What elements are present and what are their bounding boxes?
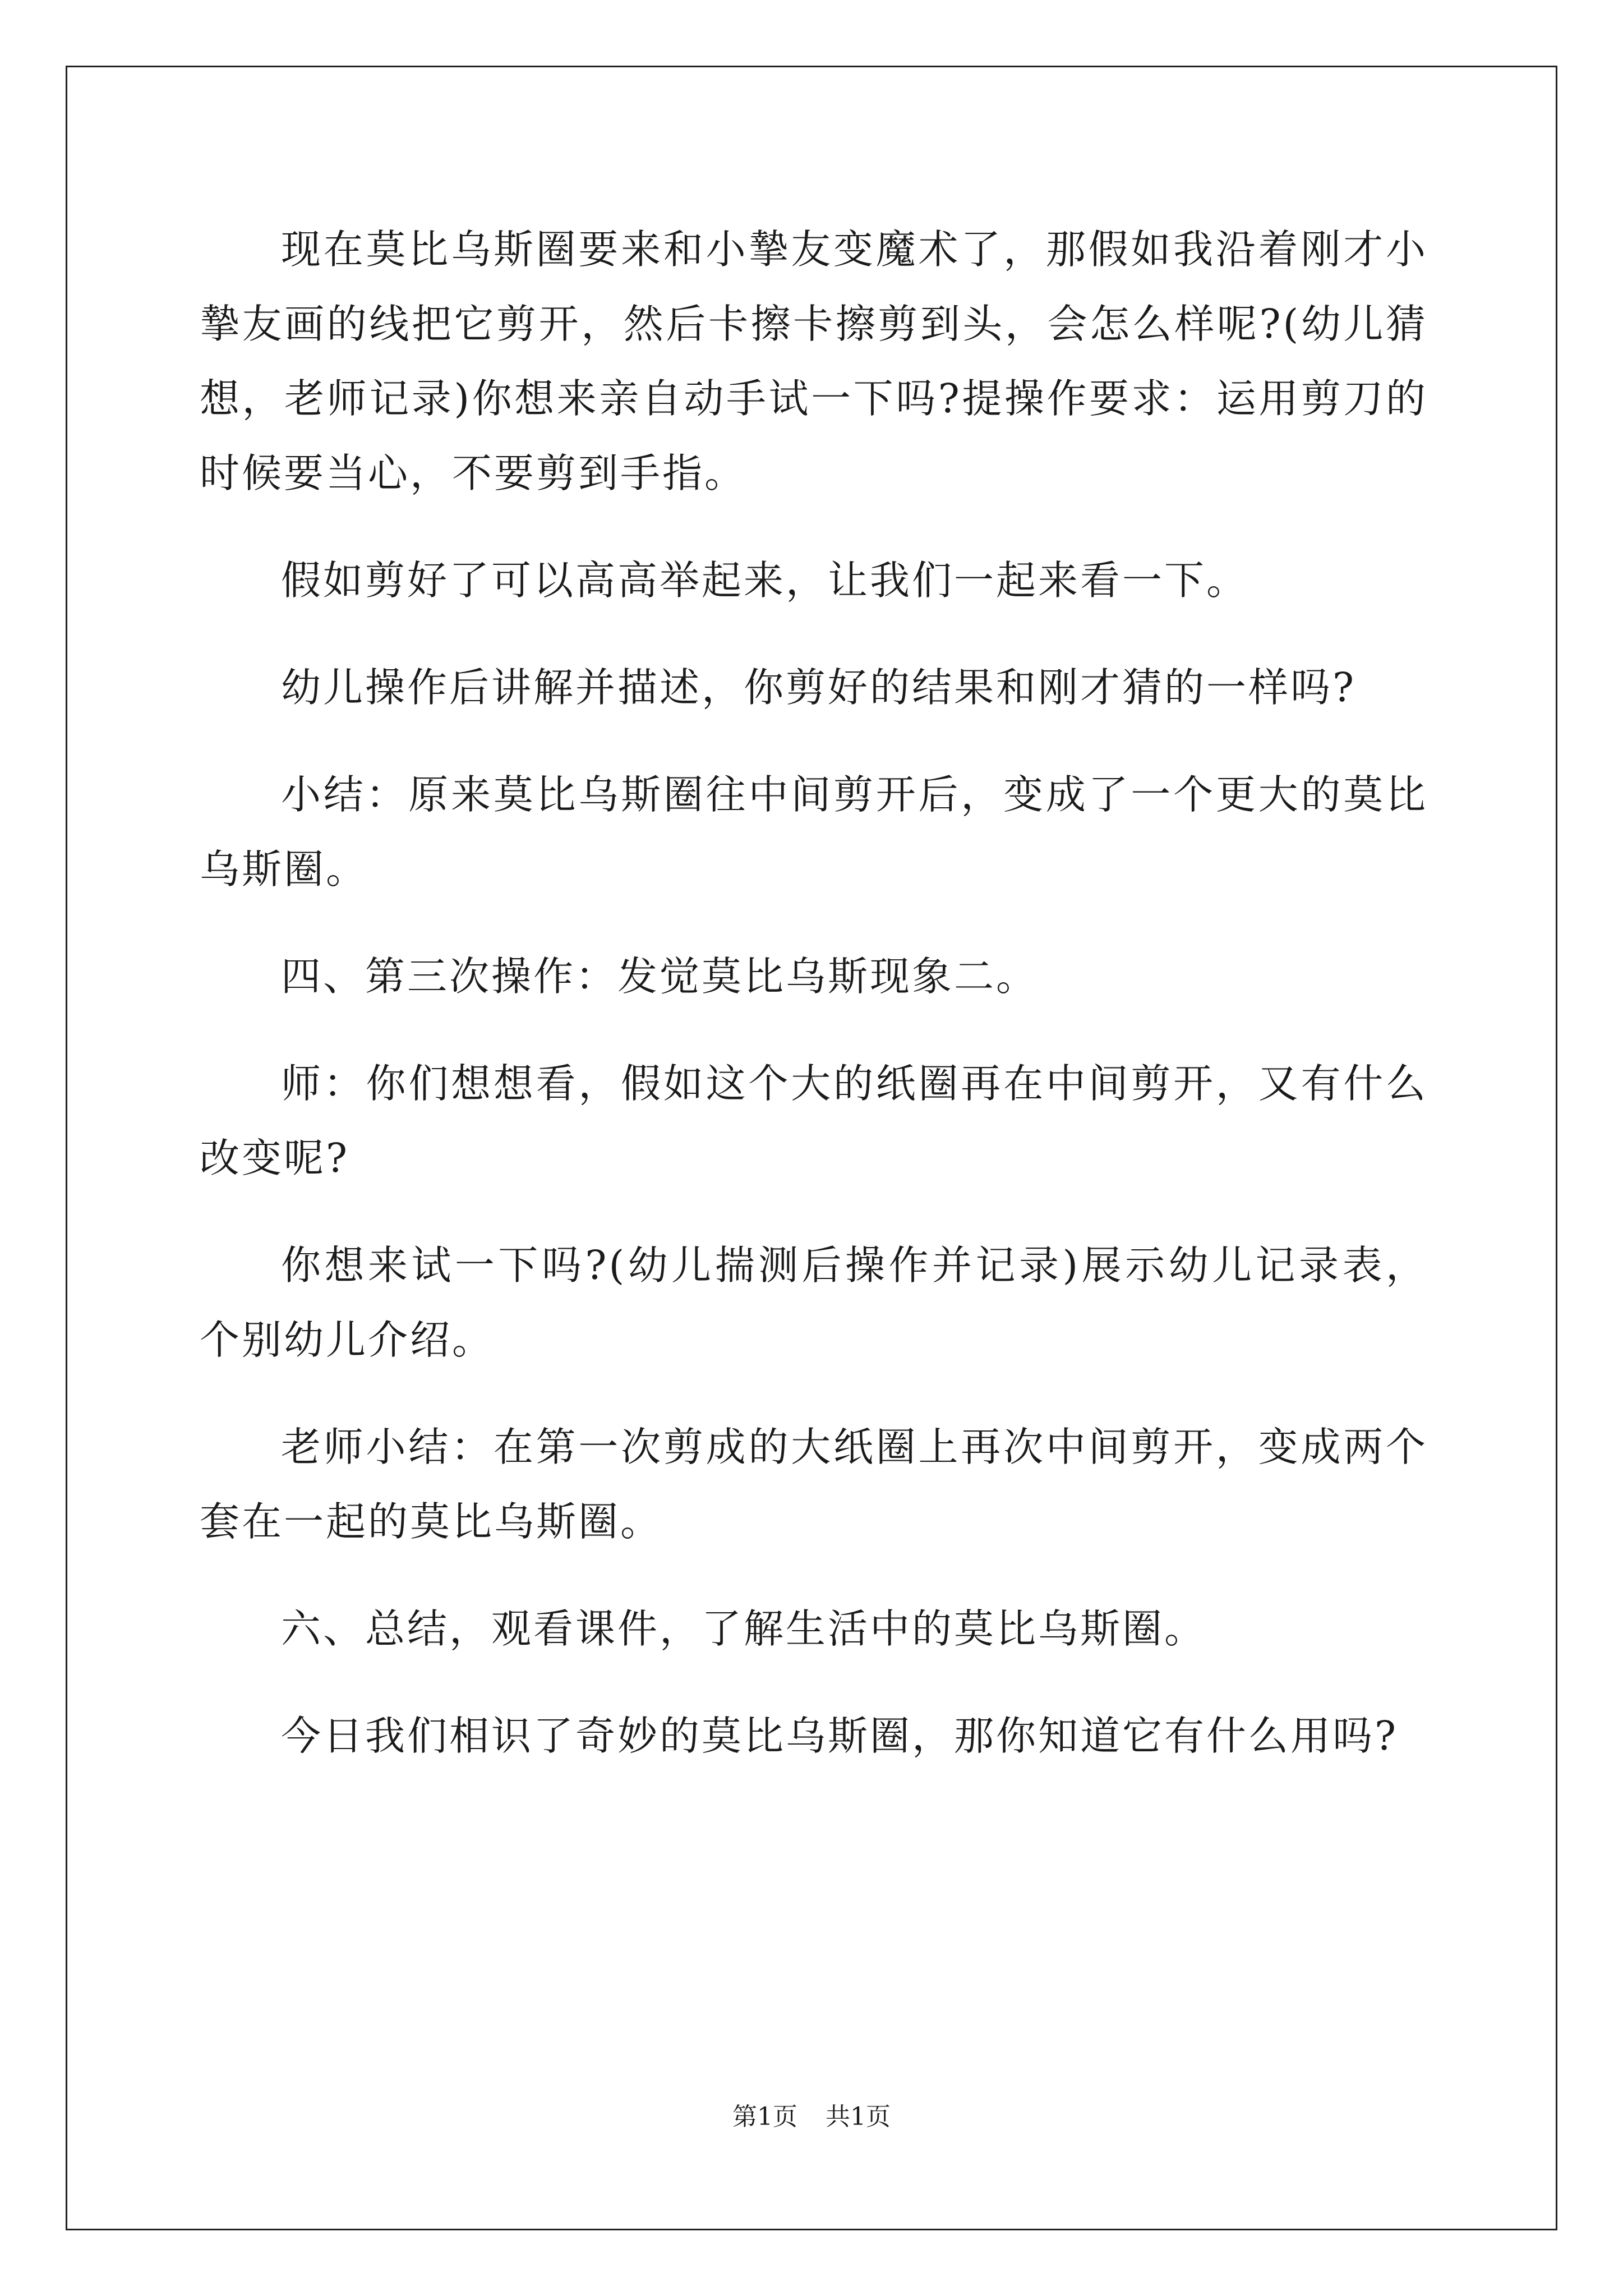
paragraph: 师：你们想想看，假如这个大的纸圈再在中间剪开，又有什么改变呢? [200, 1060, 1428, 1181]
paragraph: 老师小结：在第一次剪成的大纸圈上再次中间剪开，变成两个套在一起的莫比乌斯圈。 [200, 1424, 1428, 1545]
paragraph: 幼儿操作后讲解并描述，你剪好的结果和刚才猜的一样吗? [281, 664, 1357, 711]
page-number-current: 第1页 [732, 2102, 797, 2131]
paragraph: 四、第三次操作：发觉莫比乌斯现象二。 [281, 953, 1039, 1000]
paragraph: 小结：原来莫比乌斯圈往中间剪开后，变成了一个更大的莫比乌斯圈。 [200, 771, 1428, 892]
paragraph: 假如剪好了可以高高举起来，让我们一起来看一下。 [281, 557, 1249, 604]
paragraph: 今日我们相识了奇妙的莫比乌斯圈，那你知道它有什么用吗? [281, 1713, 1399, 1759]
page-number-total: 共1页 [826, 2102, 891, 2131]
document-body [200, 212, 1428, 1806]
paragraph: 你想来试一下吗?(幼儿揣测后操作并记录)展示幼儿记录表，个别幼儿介绍。 [200, 1242, 1428, 1363]
page-footer [0, 2096, 1623, 2132]
paragraph: 现在莫比乌斯圈要来和小摯友变魔术了，那假如我沿着刚才小摯友画的线把它剪开，然后卡擦卡擦剪到头，会怎么样呢?(幼儿猜想，老师记录)你想来亲自动手试一下吗?提操作要求：运用剪刀的时候要当心，不要剪到手指。 [200, 226, 1428, 496]
paragraph: 六、总结，观看课件，了解生活中的莫比乌斯圈。 [281, 1605, 1207, 1652]
